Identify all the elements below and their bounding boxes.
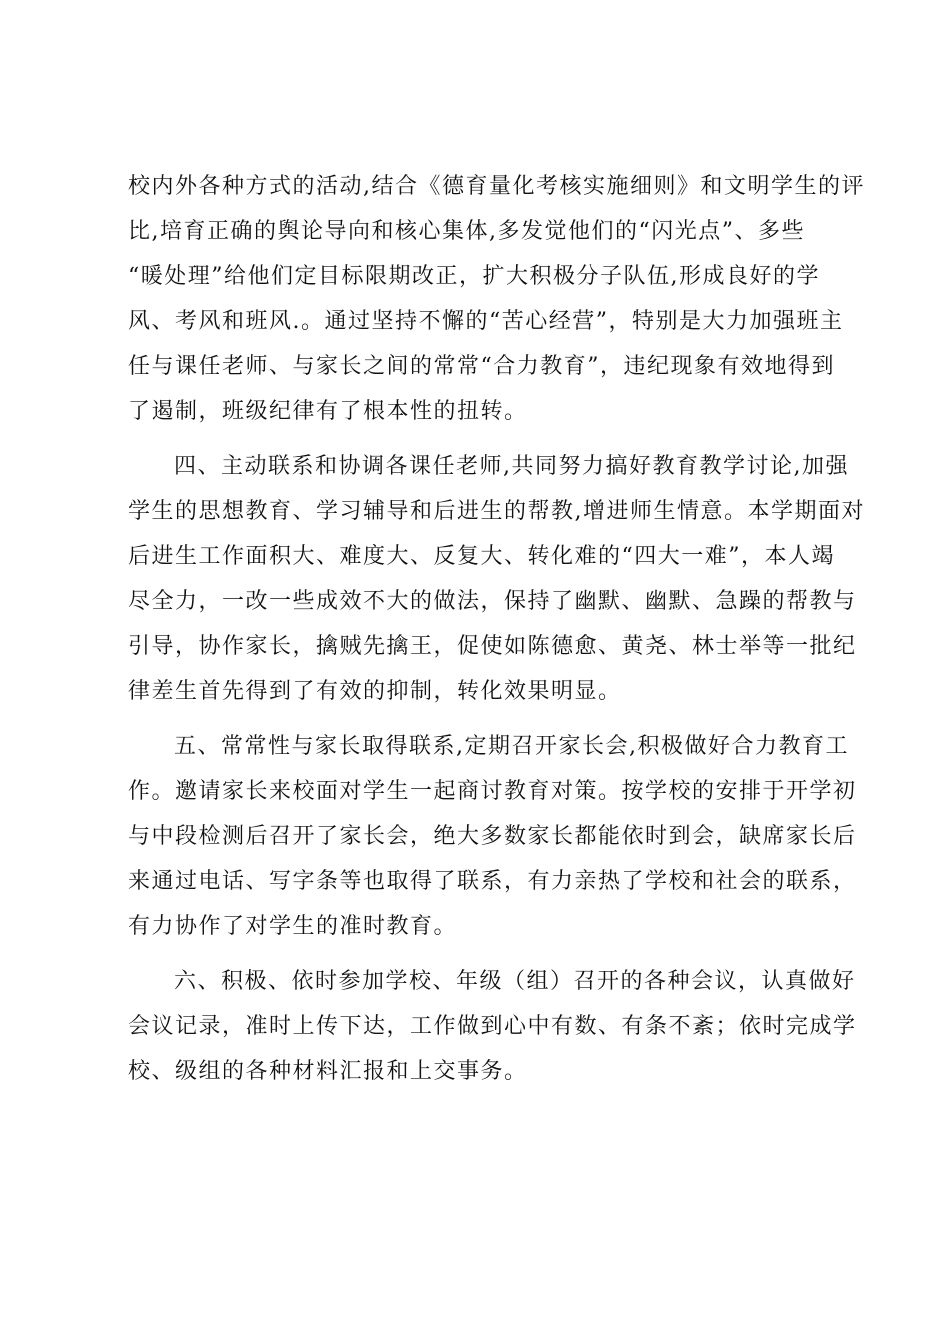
text-line: 比,培育正确的舆论导向和核心集体,多发觉他们的“闪光点”、多些 [128,219,805,244]
paragraph-class-activities [128,164,865,434]
text-line: 有力协作了对学生的准时教育。 [128,914,458,939]
text-line: 后进生工作面积大、难度大、反复大、转化难的“四大一难”，本人竭 [128,544,835,569]
text-line: 四、主动联系和协调各课任老师,共同努力搞好教育教学讨论,加强 [174,454,849,479]
document-body [128,164,865,1104]
text-line: 尽全力，一改一些成效不大的做法，保持了幽默、幽默、急躁的帮教与 [128,589,857,614]
paragraph-section-four [128,444,865,714]
text-line: 学生的思想教育、学习辅导和后进生的帮教,增进师生情意。本学期面对 [128,499,865,524]
text-line: 六、积极、依时参加学校、年级（组）召开的各种会议，认真做好 [174,969,856,994]
text-line: 作。邀请家长来校面对学生一起商讨教育对策。按学校的安排于开学初 [128,779,857,804]
text-line: 来通过电话、写字条等也取得了联系，有力亲热了学校和社会的联系， [128,869,857,894]
text-line: 任与课任老师、与家长之间的常常“合力教育”，违纪现象有效地得到 [128,354,835,379]
paragraph-section-six [128,959,857,1094]
text-line: 律差生首先得到了有效的抑制，转化效果明显。 [128,679,622,704]
text-line: 校内外各种方式的活动,结合《德育量化考核实施细则》和文明学生的评 [128,174,865,199]
text-line: 五、常常性与家长取得联系,定期召开家长会,积极做好合力教育工 [174,734,849,759]
text-line: 与中段检测后召开了家长会，绝大多数家长都能依时到会，缺席家长后 [128,824,857,849]
paragraph-section-five [128,724,857,949]
text-line: 了遏制，班级纪律有了根本性的扭转。 [128,399,528,424]
text-line: 风、考风和班风.。通过坚持不懈的“苦心经营”，特别是大力加强班主 [128,309,844,334]
text-line: 会议记录，准时上传下达，工作做到心中有数、有条不紊；依时完成学 [128,1014,857,1039]
text-line: 引导，协作家长，擒贼先擒王，促使如陈德愈、黄尧、林士举等一批纪 [128,634,857,659]
text-line: 校、级组的各种材料汇报和上交事务。 [128,1059,528,1084]
text-line: “暖处理”给他们定目标限期改正，扩大积极分子队伍,形成良好的学 [128,264,820,289]
